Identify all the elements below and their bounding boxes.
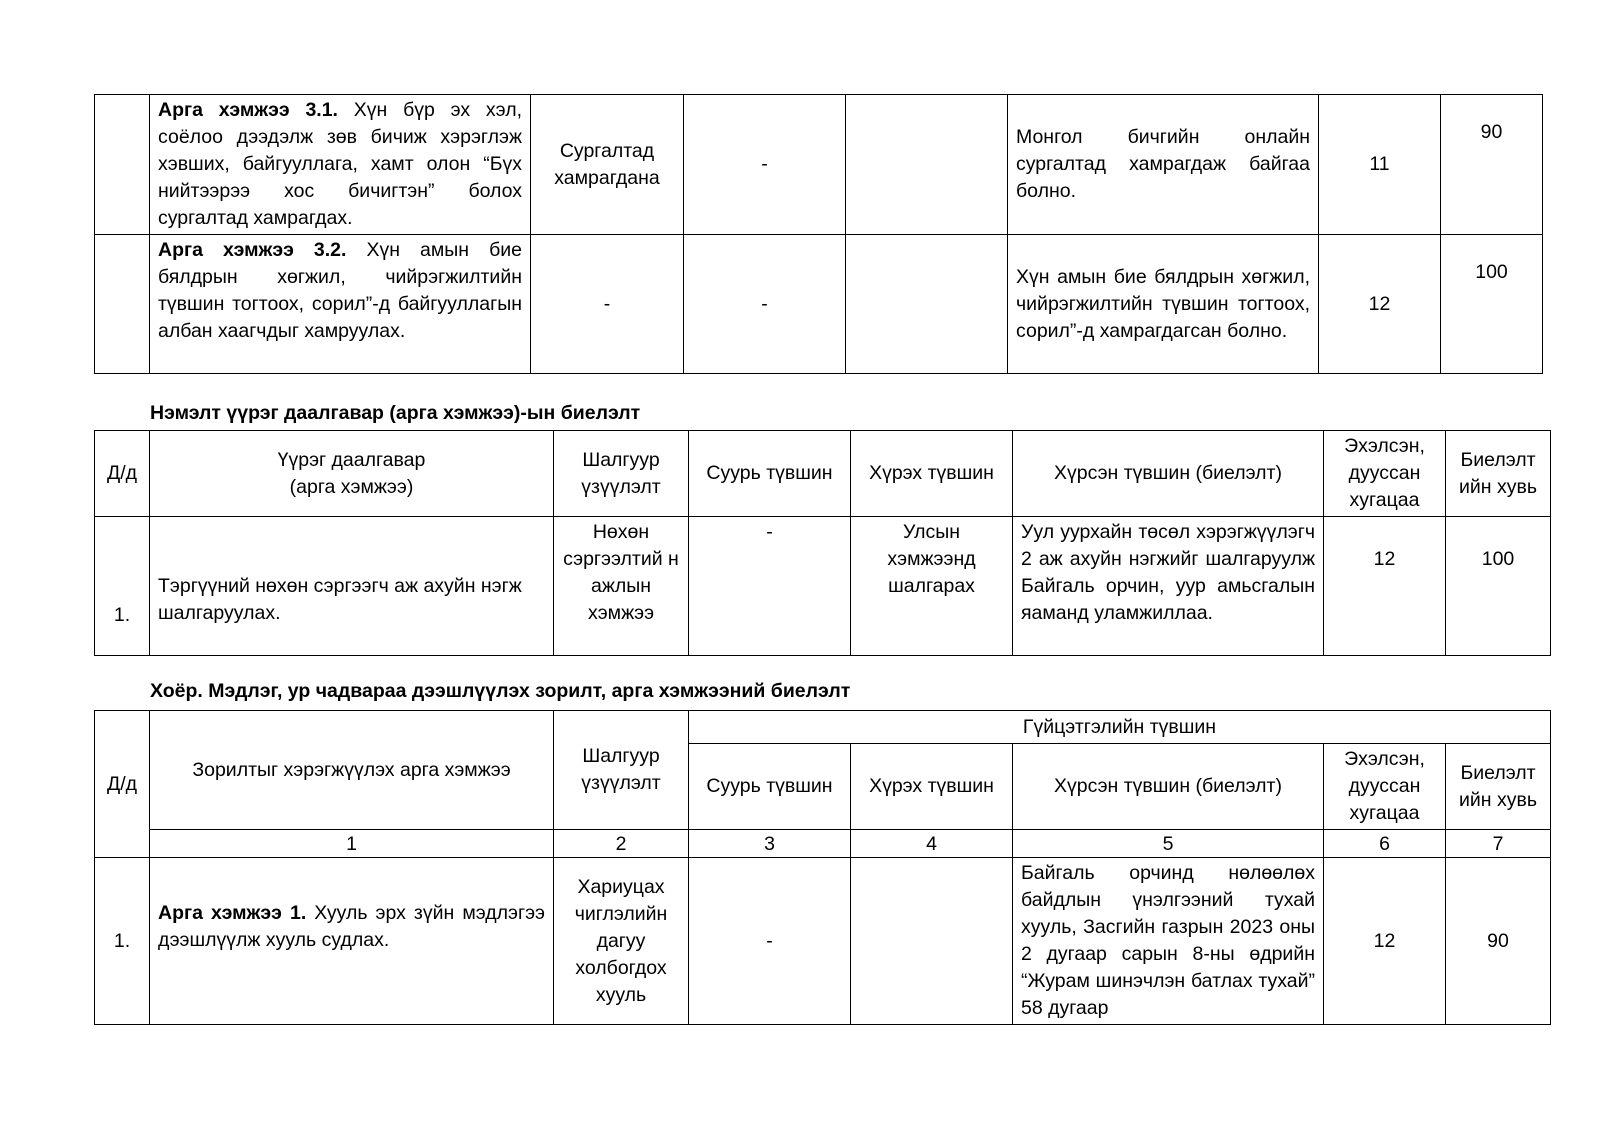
base-level-cell: - — [689, 517, 851, 656]
table-row — [95, 858, 1551, 1025]
measure-title: Арга хэмжээ 1. — [158, 902, 307, 924]
header-row — [95, 711, 1551, 744]
percent-cell: 90 — [1441, 95, 1543, 235]
header-criteria: Шалгуур үзүүлэлт — [554, 431, 689, 517]
measure-title: Арга хэмжээ 3.2. — [158, 239, 347, 261]
criteria-cell: Сургалтад хамрагдана — [531, 95, 684, 235]
header-base: Суурь түвшин — [689, 744, 851, 830]
header-row — [95, 431, 1551, 517]
row-number: 1. — [95, 517, 150, 656]
achieved-level-cell: Монгол бичгийн онлайн сургалтад хамрагдаж байгаа болно. — [1008, 95, 1319, 235]
measure-text: Хүн бүр эх хэл, соёлоо дээдэлж зөв бичиж хэрэглэж хэвших, байгууллага, хамт олон “Бүх нийтээрээ хос бичигтэн” болох сургалтад хамрагдах. — [158, 99, 522, 229]
target-level-cell — [846, 95, 1008, 235]
header-period: Эхэлсэн, дууссан хугацаа — [1324, 431, 1446, 517]
section-title-additional-tasks: Нэмэлт үүрэг даалгавар (арга хэмжээ)-ын биелэлт — [150, 402, 641, 424]
additional-tasks-table — [94, 430, 1551, 656]
header-period: Эхэлсэн, дууссан хугацаа — [1324, 744, 1446, 830]
column-number-row — [95, 830, 1551, 858]
achieved-level-cell: Хүн амын бие бялдрын хөгжил, чийрэгжилтийн түвшин тогтоох, сорил”-д хамрагдагсан болно. — [1008, 235, 1319, 374]
period-cell: 12 — [1324, 517, 1446, 656]
header-num: Д/д — [95, 431, 150, 517]
measure-cell — [150, 95, 531, 235]
header-level-group: Гүйцэтгэлийн түвшин — [689, 711, 1551, 744]
header-task: Үүрэг даалгавар (арга хэмжээ) — [150, 431, 554, 517]
row-number — [95, 95, 150, 235]
period-cell: 12 — [1319, 235, 1441, 374]
percent-cell: 100 — [1441, 235, 1543, 374]
measure-text: Хууль эрх зүйн мэдлэгээ дээшлүүлж хууль судлах. — [158, 902, 545, 951]
period-cell: 12 — [1324, 858, 1446, 1025]
column-number: 6 — [1324, 830, 1446, 858]
column-number: 5 — [1013, 830, 1324, 858]
section-title-knowledge: Хоёр. Мэдлэг, ур чадвараа дээшлүүлэх зорилт, арга хэмжээний биелэлт — [150, 680, 851, 702]
table-row — [95, 235, 1543, 374]
header-criteria: Шалгуур үзүүлэлт — [554, 711, 689, 830]
percent-cell: 100 — [1446, 517, 1551, 656]
percent-cell: 90 — [1446, 858, 1551, 1025]
header-num: Д/д — [95, 711, 150, 858]
column-number: 2 — [554, 830, 689, 858]
column-number: 4 — [851, 830, 1013, 858]
criteria-cell: Хариуцах чиглэлийн дагуу холбогдох хууль — [554, 858, 689, 1025]
header-percent: Биелэлт ийн хувь — [1446, 431, 1551, 517]
base-level-cell: - — [684, 235, 846, 374]
knowledge-table — [94, 710, 1551, 1025]
achieved-level-cell: Уул уурхайн төсөл хэрэгжүүлэгч 2 аж ахуйн нэгжийг шалгаруулж Байгаль орчин, уур амьсгалын яаманд уламжиллаа. — [1013, 517, 1324, 656]
achieved-level-cell: Байгаль орчинд нөлөөлөх байдлын үнэлгээний тухай хууль, Засгийн газрын 2023 оны 2 дугаар сарын 8-ны өдрийн “Журам шинэчлэн батлах тухай” 58 дугаар — [1013, 858, 1324, 1025]
column-number: 3 — [689, 830, 851, 858]
target-level-cell — [846, 235, 1008, 374]
table-row — [95, 517, 1551, 656]
header-measure: Зорилтыг хэрэгжүүлэх арга хэмжээ — [150, 711, 554, 830]
row-number: 1. — [95, 858, 150, 1025]
criteria-cell: - — [531, 235, 684, 374]
measure-cell — [150, 858, 554, 1025]
target-level-cell: Улсын хэмжээнд шалгарах — [851, 517, 1013, 656]
period-cell: 11 — [1319, 95, 1441, 235]
header-achieved: Хүрсэн түвшин (биелэлт) — [1013, 431, 1324, 517]
column-number: 7 — [1446, 830, 1551, 858]
column-number: 1 — [150, 830, 554, 858]
measure-cell — [150, 235, 531, 374]
base-level-cell: - — [684, 95, 846, 235]
task-cell: Тэргүүний нөхөн сэргээгч аж ахуйн нэгж шалгаруулах. — [150, 517, 554, 656]
base-level-cell: - — [689, 858, 851, 1025]
header-percent: Биелэлт ийн хувь — [1446, 744, 1551, 830]
header-target: Хүрэх түвшин — [851, 431, 1013, 517]
measure-text: Хүн амын бие бялдрын хөгжил, чийрэгжилтийн түвшин тогтоох, сорил”-д байгууллагын албан хаагчдыг хамруулах. — [158, 239, 522, 342]
header-target: Хүрэх түвшин — [851, 744, 1013, 830]
measure-title: Арга хэмжээ 3.1. — [158, 99, 338, 121]
target-level-cell — [851, 858, 1013, 1025]
row-number — [95, 235, 150, 374]
table-row — [95, 95, 1543, 235]
measures-table — [94, 94, 1543, 374]
header-achieved: Хүрсэн түвшин (биелэлт) — [1013, 744, 1324, 830]
criteria-cell: Нөхөн сэргээлтий н ажлын хэмжээ — [554, 517, 689, 656]
header-base: Суурь түвшин — [689, 431, 851, 517]
